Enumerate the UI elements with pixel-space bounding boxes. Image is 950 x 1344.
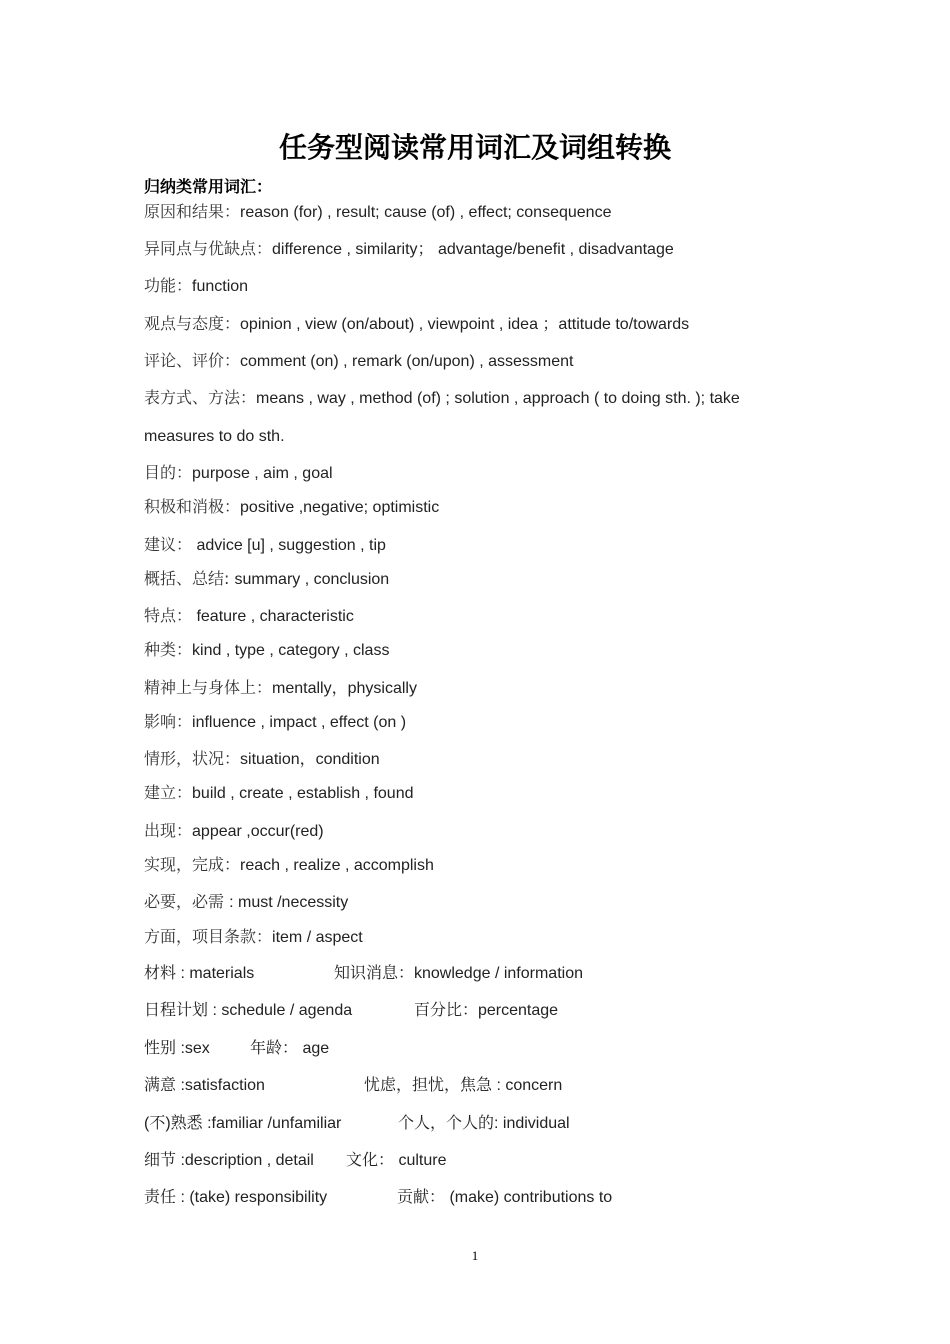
vocab-line	[144, 495, 824, 519]
vocab-label: 实现，完成：	[144, 855, 241, 874]
vocab-label: 精神上与身体上：	[144, 678, 273, 697]
vocab-label: 必要，必需	[144, 892, 230, 911]
vocab-pair-row	[144, 1186, 824, 1210]
vocab-terms: positive ,negative; optimistic	[240, 499, 440, 516]
vocab-terms: difference , similarity； advantage/benefit , disadvantage	[272, 241, 674, 258]
vocab-line	[144, 274, 824, 298]
vocab-pair-left: 责任 : (take) responsibility	[144, 1189, 328, 1206]
vocab-terms: : must /necessity	[229, 894, 349, 911]
vocab-terms: item / aspect	[272, 929, 363, 946]
vocab-label: 出现：	[144, 821, 193, 840]
vocab-terms: advice [u] , suggestion , tip	[192, 537, 386, 554]
vocab-line	[144, 925, 824, 949]
vocab-line	[144, 424, 824, 448]
vocab-pair-right: 百分比：percentage	[414, 1002, 559, 1019]
vocab-pair-left: 细节 :description , detail	[144, 1152, 314, 1169]
vocab-line	[144, 676, 824, 700]
vocab-pair-left: 日程计划 : schedule / agenda	[144, 1002, 353, 1019]
vocab-terms: influence , impact , effect (on )	[192, 714, 407, 731]
vocab-line	[144, 386, 824, 410]
vocab-line	[144, 853, 824, 877]
vocab-line	[144, 349, 824, 373]
vocab-pair-right: 年龄： age	[250, 1040, 330, 1057]
vocab-label: 表方式、方法：	[144, 388, 257, 407]
vocab-pair-left: 性别 :sex	[144, 1040, 210, 1057]
vocab-terms: kind , type , category , class	[192, 642, 390, 659]
vocab-pair-row	[144, 1149, 824, 1173]
vocab-line	[144, 710, 824, 734]
vocab-pair-row	[144, 1037, 824, 1061]
vocab-label: 影响：	[144, 712, 193, 731]
vocab-label: 概括、总结:	[144, 569, 235, 588]
vocab-label: 情形，状况：	[144, 749, 241, 768]
vocab-line	[144, 567, 824, 591]
vocab-line	[144, 312, 824, 336]
vocab-line	[144, 781, 824, 805]
vocab-line	[144, 237, 824, 261]
vocab-pair-row	[144, 1074, 824, 1098]
vocab-label: 目的：	[144, 463, 193, 482]
vocab-label: 特点：	[144, 606, 193, 625]
vocab-terms: reason (for) , result; cause (of) , effect; consequence	[240, 204, 612, 221]
vocab-pair-row	[144, 1112, 824, 1136]
vocab-terms: mentally，physically	[272, 680, 417, 697]
vocab-line	[144, 819, 824, 843]
vocab-terms: feature , characteristic	[192, 608, 354, 625]
vocab-line	[144, 533, 824, 557]
vocab-terms: measures to do sth.	[144, 428, 285, 445]
vocab-label: 评论、评价：	[144, 351, 241, 370]
vocab-pair-left: (不)熟悉 :familiar /unfamiliar	[144, 1115, 342, 1132]
vocab-line	[144, 747, 824, 771]
vocab-label: 观点与态度：	[144, 314, 241, 333]
vocab-terms: appear ,occur(red)	[192, 823, 324, 840]
vocab-label: 种类：	[144, 640, 193, 659]
vocab-line	[144, 200, 824, 224]
vocab-label: 建立：	[144, 783, 193, 802]
vocab-pair-left: 满意 :satisfaction	[144, 1077, 265, 1094]
vocab-label: 方面，项目条款：	[144, 927, 273, 946]
section-heading: 归纳类常用词汇：	[144, 177, 273, 196]
page-number: 1	[471, 1248, 479, 1263]
vocab-pair-right: 忧虑，担忧，焦急 : concern	[364, 1077, 563, 1094]
vocab-terms: summary , conclusion	[234, 571, 390, 588]
vocab-label: 原因和结果：	[144, 202, 241, 221]
vocab-terms: build , create , establish , found	[192, 785, 414, 802]
vocab-pair-right: 个人，个人的: individual	[398, 1115, 570, 1132]
vocab-line	[144, 890, 824, 914]
vocab-terms: opinion , view (on/about) , viewpoint , idea ；attitude to/towards	[240, 316, 690, 333]
document-title: 任务型阅读常用词汇及词组转换	[278, 131, 671, 164]
vocab-label: 功能：	[144, 276, 193, 295]
vocab-terms: comment (on) , remark (on/upon) , assessment	[240, 353, 574, 370]
vocab-terms: purpose , aim , goal	[192, 465, 333, 482]
vocab-pair-right: 贡献： (make) contributions to	[397, 1189, 613, 1206]
vocab-terms: means , way , method (of) ; solution , approach ( to doing sth. ); take	[256, 390, 740, 407]
vocab-pair-row	[144, 999, 824, 1023]
vocab-terms: function	[192, 278, 249, 295]
vocab-pair-row	[144, 962, 824, 986]
vocab-label: 建议：	[144, 535, 193, 554]
vocab-pair-left: 材料 : materials	[144, 965, 255, 982]
vocab-label: 异同点与优缺点：	[144, 239, 273, 258]
vocab-terms: reach , realize , accomplish	[240, 857, 434, 874]
vocab-pair-right: 知识消息：knowledge / information	[334, 965, 583, 982]
vocab-line	[144, 461, 824, 485]
vocab-label: 积极和消极：	[144, 497, 241, 516]
vocab-terms: situation，condition	[240, 751, 380, 768]
vocab-line	[144, 638, 824, 662]
vocab-line	[144, 604, 824, 628]
vocab-pair-right: 文化： culture	[346, 1152, 447, 1169]
